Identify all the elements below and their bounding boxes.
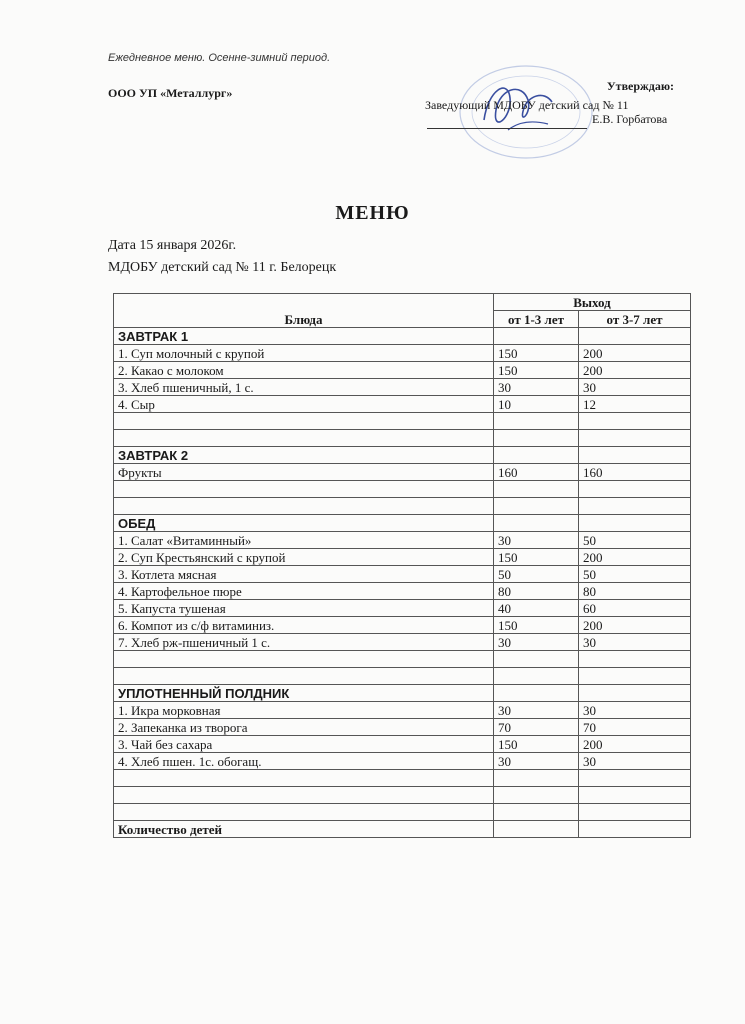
portion-3-7-cell (579, 821, 691, 838)
dish-cell: 1. Суп молочный с крупой (114, 345, 494, 362)
dish-cell: 3. Котлета мясная (114, 566, 494, 583)
portion-1-3-cell: 30 (494, 379, 579, 396)
dish-cell: 6. Компот из с/ф витаминиз. (114, 617, 494, 634)
dish-cell: Количество детей (114, 821, 494, 838)
dish-cell (114, 787, 494, 804)
section-row (114, 447, 691, 464)
portion-1-3-cell (494, 413, 579, 430)
dish-cell (114, 770, 494, 787)
dish-cell: 3. Хлеб пшеничный, 1 с. (114, 379, 494, 396)
table-row (114, 719, 691, 736)
portion-3-7-cell (579, 413, 691, 430)
portion-3-7-cell: 30 (579, 753, 691, 770)
portion-1-3-cell: 150 (494, 362, 579, 379)
dish-cell: 4. Картофельное пюре (114, 583, 494, 600)
dish-cell: ОБЕД (114, 515, 494, 532)
portion-3-7-cell: 30 (579, 634, 691, 651)
table-row (114, 362, 691, 379)
table-row (114, 583, 691, 600)
portion-3-7-cell (579, 787, 691, 804)
portion-3-7-cell: 200 (579, 736, 691, 753)
table-row (114, 770, 691, 787)
portion-1-3-cell (494, 685, 579, 702)
menu-table (113, 293, 691, 838)
portion-3-7-cell: 70 (579, 719, 691, 736)
dish-cell: 2. Запеканка из творога (114, 719, 494, 736)
portion-3-7-cell: 200 (579, 345, 691, 362)
dish-cell: 2. Суп Крестьянский с крупой (114, 549, 494, 566)
portion-3-7-cell: 80 (579, 583, 691, 600)
portion-1-3-cell: 150 (494, 736, 579, 753)
portion-1-3-cell (494, 770, 579, 787)
organization-name: ООО УП «Металлург» (108, 86, 233, 100)
page-title: МЕНЮ (335, 202, 410, 224)
portion-1-3-cell: 150 (494, 617, 579, 634)
table-row (114, 549, 691, 566)
portion-3-7-cell: 200 (579, 617, 691, 634)
portion-3-7-cell: 30 (579, 379, 691, 396)
dish-cell: 3. Чай без сахара (114, 736, 494, 753)
approval-position: Заведующий МДОБУ детский сад № 11 (425, 98, 629, 112)
dish-cell (114, 668, 494, 685)
table-row (114, 464, 691, 481)
portion-3-7-cell: 50 (579, 532, 691, 549)
dishes-header: Блюда (114, 294, 494, 328)
portion-1-3-cell (494, 668, 579, 685)
table-row (114, 651, 691, 668)
table-row (114, 430, 691, 447)
dish-cell: 1. Салат «Витаминный» (114, 532, 494, 549)
portion-3-7-cell (579, 651, 691, 668)
portion-1-3-cell: 10 (494, 396, 579, 413)
portion-3-7-cell (579, 498, 691, 515)
portion-1-3-cell (494, 328, 579, 345)
portion-3-7-cell (579, 447, 691, 464)
output-header: Выход (494, 294, 691, 311)
portion-3-7-cell: 200 (579, 362, 691, 379)
portion-1-3-cell (494, 498, 579, 515)
menu-pretitle: Ежедневное меню. Осенне-зимний период. (108, 52, 331, 64)
portion-3-7-cell (579, 668, 691, 685)
age-3-7-header: от 3-7 лет (579, 311, 691, 328)
dish-cell (114, 498, 494, 515)
portion-1-3-cell: 70 (494, 719, 579, 736)
table-row (114, 498, 691, 515)
section-row (114, 685, 691, 702)
menu-date: Дата 15 января 2026г. (108, 238, 237, 253)
table-row (114, 345, 691, 362)
table-row (114, 413, 691, 430)
portion-1-3-cell (494, 651, 579, 668)
portion-1-3-cell: 30 (494, 753, 579, 770)
portion-3-7-cell (579, 515, 691, 532)
table-row (114, 617, 691, 634)
portion-3-7-cell (579, 430, 691, 447)
portion-1-3-cell: 30 (494, 532, 579, 549)
table-row (114, 804, 691, 821)
portion-1-3-cell: 50 (494, 566, 579, 583)
dish-cell: 2. Какао с молоком (114, 362, 494, 379)
footer-row (114, 821, 691, 838)
approval-name-row (427, 112, 667, 127)
portion-3-7-cell: 60 (579, 600, 691, 617)
approval-name: Е.В. Горбатова (592, 112, 668, 126)
portion-1-3-cell (494, 515, 579, 532)
portion-3-7-cell (579, 685, 691, 702)
portion-3-7-cell (579, 804, 691, 821)
dish-cell: 5. Капуста тушеная (114, 600, 494, 617)
portion-1-3-cell: 150 (494, 549, 579, 566)
table-row (114, 379, 691, 396)
dish-cell: 4. Сыр (114, 396, 494, 413)
table-row (114, 532, 691, 549)
table-row (114, 668, 691, 685)
section-row (114, 515, 691, 532)
dish-cell: Фрукты (114, 464, 494, 481)
portion-1-3-cell (494, 787, 579, 804)
table-row (114, 481, 691, 498)
dish-cell: ЗАВТРАК 1 (114, 328, 494, 345)
table-row (114, 396, 691, 413)
portion-3-7-cell: 200 (579, 549, 691, 566)
dish-cell: 1. Икра морковная (114, 702, 494, 719)
portion-3-7-cell (579, 770, 691, 787)
portion-3-7-cell: 50 (579, 566, 691, 583)
portion-1-3-cell (494, 430, 579, 447)
portion-1-3-cell (494, 447, 579, 464)
approval-title: Утверждаю: (606, 79, 674, 93)
signature-line (427, 128, 587, 129)
dish-cell: УПЛОТНЕННЫЙ ПОЛДНИК (114, 685, 494, 702)
table-row (114, 753, 691, 770)
dish-cell (114, 413, 494, 430)
portion-1-3-cell: 30 (494, 634, 579, 651)
portion-1-3-cell (494, 821, 579, 838)
age-1-3-header: от 1-3 лет (494, 311, 579, 328)
portion-3-7-cell: 30 (579, 702, 691, 719)
dish-cell: 7. Хлеб рж-пшеничный 1 с. (114, 634, 494, 651)
section-row (114, 328, 691, 345)
dish-cell (114, 430, 494, 447)
portion-1-3-cell: 150 (494, 345, 579, 362)
dish-cell (114, 804, 494, 821)
portion-3-7-cell (579, 328, 691, 345)
dish-cell: 4. Хлеб пшен. 1с. обогащ. (114, 753, 494, 770)
table-row (114, 600, 691, 617)
portion-1-3-cell (494, 481, 579, 498)
portion-3-7-cell: 12 (579, 396, 691, 413)
table-row (114, 634, 691, 651)
table-row (114, 566, 691, 583)
portion-1-3-cell: 160 (494, 464, 579, 481)
table-row (114, 787, 691, 804)
portion-1-3-cell: 80 (494, 583, 579, 600)
dish-cell (114, 651, 494, 668)
school-name: МДОБУ детский сад № 11 г. Белорецк (108, 260, 337, 275)
portion-3-7-cell: 160 (579, 464, 691, 481)
dish-cell (114, 481, 494, 498)
table-row (114, 702, 691, 719)
portion-1-3-cell (494, 804, 579, 821)
dish-cell: ЗАВТРАК 2 (114, 447, 494, 464)
portion-3-7-cell (579, 481, 691, 498)
table-row (114, 736, 691, 753)
portion-1-3-cell: 30 (494, 702, 579, 719)
portion-1-3-cell: 40 (494, 600, 579, 617)
